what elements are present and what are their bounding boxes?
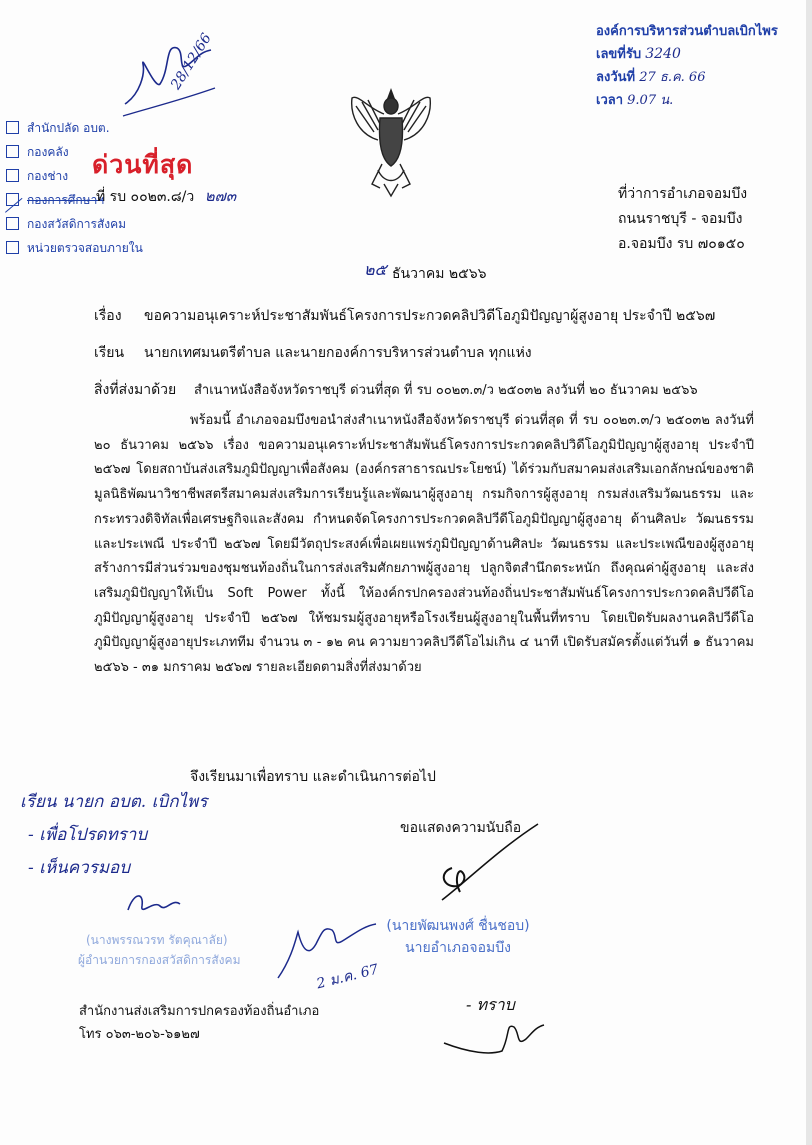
internal-signer — [78, 930, 240, 970]
footer-phone: โทร ๐๖๓-๒๐๖-๖๑๒๗ — [79, 1027, 200, 1042]
routing-label: หน่วยตรวจสอบภายใน — [27, 241, 143, 255]
stamp-receive-label: เลขที่รับ — [596, 47, 642, 62]
footer-office: สำนักงานส่งเสริมการปกครองท้องถิ่นอำเภอ — [79, 1004, 320, 1019]
receive-stamp — [596, 20, 806, 112]
ref-no-text: ที่ รบ ๐๐๒๓.๘/ว — [96, 189, 195, 205]
stamp-time: 9.07 น. — [627, 93, 674, 108]
bottom-handwritten-date: 2 ม.ค. 67 — [315, 961, 381, 993]
routing-item[interactable] — [6, 236, 143, 260]
sender-address — [618, 182, 747, 257]
reference-number — [96, 184, 236, 208]
internal-signer-name: (นางพรรณวรท รัตคุณาลัย) — [86, 933, 228, 947]
closing-text: จึงเรียนมาเพื่อทราบ และดำเนินการต่อไป — [190, 769, 436, 785]
acknowledge-signature-icon — [440, 1015, 550, 1065]
stamp-receive-row — [596, 43, 806, 66]
ref-handwritten-suffix: ๒๗๓ — [204, 187, 237, 205]
checkbox-icon[interactable] — [6, 145, 19, 158]
stamp-time-label: เวลา — [596, 93, 624, 108]
address-line: ถนนราชบุรี - จอมบึง — [618, 211, 743, 227]
official-signer — [373, 915, 543, 959]
page-edge — [806, 0, 812, 1145]
checkbox-icon[interactable] — [6, 169, 19, 182]
internal-signature-icon — [124, 886, 184, 922]
checkbox-checked-icon[interactable] — [6, 217, 19, 230]
handwritten-note-line3: - เห็นควรมอบ — [28, 858, 131, 878]
garuda-emblem-icon — [348, 84, 434, 200]
signer-name: (นายพัฒนพงศ์ ชื่นชอบ) — [386, 918, 530, 934]
checkbox-icon[interactable] — [6, 241, 19, 254]
subject-label: เรื่อง — [94, 308, 122, 324]
letter-body — [94, 409, 754, 681]
routing-label: สำนักปลัด อบต. — [27, 121, 110, 135]
handwritten-note-line2: - เพื่อโปรดทราบ — [28, 825, 148, 845]
top-handwritten-date: 28/12/66 — [168, 30, 215, 93]
routing-label: กองสวัสดิการสังคม — [27, 217, 127, 231]
letter-date: ธันวาคม ๒๕๖๖ — [392, 266, 487, 282]
stamp-receive-no: 3240 — [645, 46, 681, 62]
routing-label: กองคลัง — [27, 145, 69, 159]
body-text: พร้อมนี้ อำเภอจอมบึงขอนำส่งสำเนาหนังสือจังหวัดราชบุรี ด่วนที่สุด ที่ รบ ๐๐๒๓.๓/ว ๒๕๐๓๒ ลงวันที่ ๒๐ ธันวาคม ๒๕๖๖ เรื่อง ขอความอนุเคราะห์ประชาสัมพันธ์โครงการประกวดคลิปวิดีโอภูมิปัญญาผู้สูงอายุ ประจำปี ๒๕๖๗ โดยสถาบันส่งเสริมภูมิปัญญาเพื่อสังคม (องค์กรสาธารณประโยชน์) ได้ร่วมกับสมาคมส่งเสริมเอกลักษณ์ของชาติ มูลนิธิพัฒนาวิชาชีพสตรีสมาคมส่งเสริมการเรียนรู้และพัฒนาผู้สูงอายุ กรมกิจการผู้สูงอายุ กรมส่งเสริมวัฒนธรรม และกระทรวงดิจิทัลเพื่อเศรษฐกิจและสังคม กำหนดจัดโครงการประกวดคลิปวีดีโอภูมิปัญญาผู้สูงอายุ ด้านศิลปะ วัฒนธรรมและประเพณี ประจำปี ๒๕๖๗ โดยมีวัตถุประสงค์เพื่อเผยแพร่ภูมิปัญญาด้านศิลปะ วัฒนธรรม และประเพณีของผู้สูงอายุ สร้างการมีส่วนร่วมของชุมชนท้องถิ่นในการส่งเสริมศักยภาพผู้สูงอายุ ปลูกจิตสำนึกตระหนัก ถึงคุณค่าผู้สูงอายุ และส่งเสริมภูมิปัญญาให้เป็น Soft Power ทั้งนี้ ให้องค์กรปกครองส่วนท้องถิ่นประชาสัมพันธ์โครงการประกวดคลิปวีดีโอภูมิปัญญาผู้สูงอายุ ประจำปี ๒๕๖๗ ให้ชมรมผู้สูงอายุหรือโรงเรียนผู้สูงอายุในพื้นที่ทราบ โดยเปิดรับผลงานคลิปวีดีโอภูมิปัญญาผู้สูงอายุประเภททีม จำนวน ๓ - ๑๒ คน ความยาวคลิปวีดีโอไม่เกิน ๔ นาที เปิดรับสมัครตั้งแต่วันที่ ๑ ธันวาคม ๒๕๖๖ - ๓๑ มกราคม ๒๕๖๗ รายละเอียดตามสิ่งที่ส่งมาด้วย — [94, 413, 754, 676]
stamp-time-row — [596, 89, 806, 112]
routing-label: กองการศึกษาฯ — [27, 193, 105, 207]
checkbox-icon[interactable] — [6, 121, 19, 134]
internal-signer-title: ผู้อำนวยการกองสวัสดิการสังคม — [78, 953, 241, 967]
routing-item[interactable] — [6, 212, 143, 236]
subject-text: ขอความอนุเคราะห์ประชาสัมพันธ์โครงการประกวดคลิปวิดีโอภูมิปัญญาผู้สูงอายุ ประจำปี ๒๕๖๗ — [144, 308, 716, 324]
routing-label: กองช่าง — [27, 169, 69, 183]
footer — [79, 1000, 319, 1046]
signer-title: นายอำเภอจอมบึง — [405, 940, 511, 956]
stamp-date-row — [596, 66, 806, 89]
stamp-org: องค์การบริหารส่วนตำบลเบิกไพร — [596, 24, 778, 39]
stamp-date: 27 ธ.ค. 66 — [639, 70, 706, 85]
to-label: เรียน — [94, 345, 125, 361]
urgent-stamp: ด่วนที่สุด — [92, 150, 194, 179]
address-line: อ.จอมบึง รบ ๗๐๑๕๐ — [618, 236, 745, 252]
routing-item[interactable] — [6, 116, 143, 140]
acknowledge-note: - ทราบ — [466, 995, 515, 1014]
regards-text: ขอแสดงความนับถือ — [400, 820, 522, 836]
handwritten-day: ๒๕ — [364, 260, 387, 279]
enclosure-text: สำเนาหนังสือจังหวัดราชบุรี ด่วนที่สุด ที่ รบ ๐๐๒๓.๓/ว ๒๕๐๓๒ ลงวันที่ ๒๐ ธันวาคม ๒๕๖๖ — [194, 383, 698, 398]
address-line: ที่ว่าการอำเภอจอมบึง — [618, 186, 748, 202]
enclosure-label: สิ่งที่ส่งมาด้วย — [94, 382, 177, 398]
stamp-date-label: ลงวันที่ — [596, 70, 636, 85]
to-text: นายกเทศมนตรีตำบล และนายกองค์การบริหารส่วนตำบล ทุกแห่ง — [144, 345, 532, 361]
official-signature-icon — [428, 820, 548, 910]
handwritten-note-line1: เรียน นายก อบต. เบิกไพร — [20, 792, 208, 812]
